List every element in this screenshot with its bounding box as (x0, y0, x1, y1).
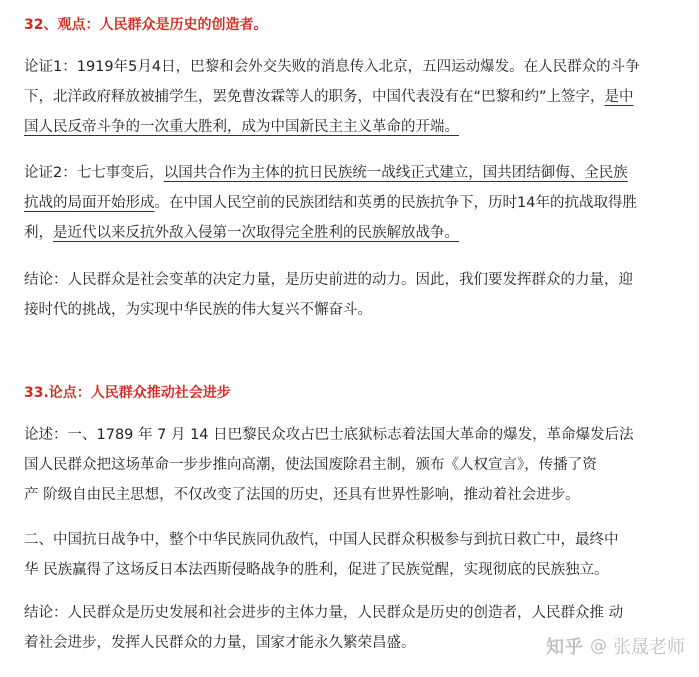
at-sign: @ (590, 636, 607, 656)
text-line (24, 158, 676, 188)
section-32-argument-2 (24, 158, 676, 248)
text-line (24, 188, 676, 218)
text-line: 华 民族赢得了这场反日本法西斯侵略战争的胜利，促进了民族觉醒，实现彻底的民族独立。 (24, 562, 609, 578)
underlined-text: 是近代以来反抗外敌入侵第一次取得完全胜利的民族解放战争。 (53, 225, 459, 241)
text-line (24, 82, 676, 112)
text-segment: 论证2：七七事变后， (24, 165, 164, 181)
text-line: 产 阶级自由民主思想，不仅改变了法国的历史，还具有世界性影响，推动着社会进步。 (24, 487, 580, 503)
author-name: 张晟老师 (613, 637, 685, 658)
zhihu-logo: 知乎 (546, 637, 584, 658)
text-line: 二、中国抗日战争中，整个中华民族同仇敌忾，中国人民群众积极参与到抗日救亡中，最终中 (24, 532, 619, 548)
section-33-point-2 (24, 525, 676, 585)
section-32-argument-1 (24, 52, 676, 142)
text-line: 论述：一、1789 年 7 月 14 日巴黎民众攻占巴士底狱标志着法国大革命的爆发，革命爆发后法 (24, 427, 634, 443)
text-line (24, 112, 676, 142)
zhihu-watermark (546, 633, 685, 659)
text-line: 结论：人民群众是社会变革的决定力量，是历史前进的动力。因此，我们要发挥群众的力量，迎 (24, 272, 633, 288)
text-line (24, 218, 676, 248)
text-line: 结论：人民群众是历史发展和社会进步的主体力量，人民群众是历史的创造者，人民群众推 动 (24, 605, 624, 621)
text-segment: 利， (24, 225, 53, 241)
text-segment: 。在中国人民空前的民族团结和英勇的民族抗争下，历时14年的抗战取得胜 (154, 195, 637, 211)
section-33-heading: 33.论点：人民群众推动社会进步 (24, 385, 231, 401)
underlined-text: 是中 (604, 89, 634, 105)
text-segment: 下，北洋政府释放被捕学生，罢免曹汝霖等人的职务，中国代表没有在“巴黎和约”上签字， (24, 89, 605, 105)
section-32-heading: 32、观点：人民群众是历史的创造者。 (24, 17, 268, 33)
text-line: 接时代的挑战，为实现中华民族的伟大复兴不懈奋斗。 (24, 302, 372, 318)
text-line: 着社会进步，发挥人民群众的力量，国家才能永久繁荣昌盛。 (24, 635, 416, 651)
underlined-text: 以国共合作为主体的抗日民族统一战线正式建立，国共团结御侮、全民族 (163, 165, 628, 181)
text-line: 国人民群众把这场革命一步步推向高潮，使法国废除君主制，颁布《人权宣言》，传播了资 (24, 457, 597, 473)
section-32-conclusion (24, 265, 676, 325)
underlined-text: 抗战的局面开始形成 (24, 195, 155, 211)
text-line: 论证1：1919年5月4日，巴黎和会外交失败的消息传入北京，五四运动爆发。在人民群众的斗争 (24, 59, 640, 75)
underlined-text: 国人民反帝斗争的一次重大胜利，成为中国新民主主义革命的开端。 (24, 119, 459, 135)
section-33-discussion (24, 420, 676, 510)
